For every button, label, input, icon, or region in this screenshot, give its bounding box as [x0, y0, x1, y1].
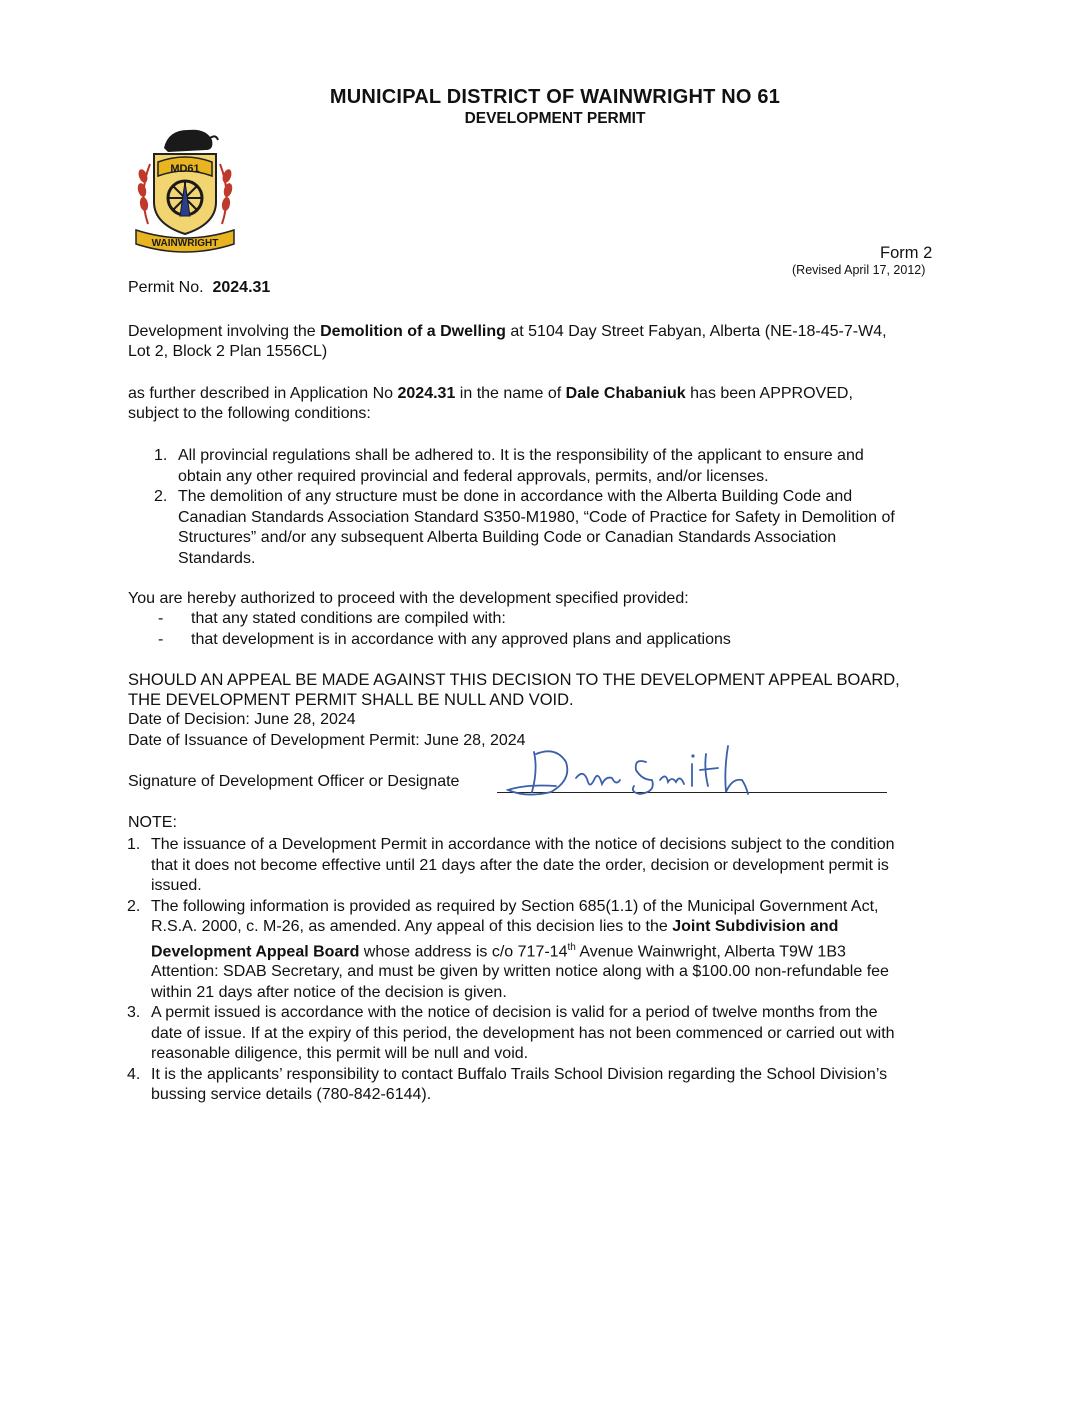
document-subtitle: DEVELOPMENT PERMIT [464, 110, 646, 127]
appeal-board-name: Development Appeal Board [151, 942, 360, 960]
notes-list [127, 835, 895, 1106]
document-title: MUNICIPAL DISTRICT OF WAINWRIGHT NO 61 [329, 86, 781, 108]
application-prefix: as further described in Application No [128, 385, 394, 402]
note-number: 3. [127, 1004, 141, 1022]
authorization-intro: You are hereby authorized to proceed with the development specified provided: [128, 590, 689, 607]
applicant-name: Dale Chabaniuk [565, 385, 686, 402]
note-item [127, 1065, 895, 1106]
authorization-list [158, 609, 731, 650]
crest-bottom-text: WAINWRIGHT [151, 238, 219, 249]
authorization-item-text: that any stated conditions are compiled with: [191, 610, 506, 627]
condition-number: 1. [154, 447, 168, 464]
note-item [127, 1003, 895, 1065]
md-wainwright-crest-logo [128, 124, 242, 258]
development-description-line2: Lot 2, Block 2 Plan 1556CL) [128, 343, 328, 360]
note-text: reasonable diligence, this permit will be null and void. [151, 1045, 529, 1063]
ordinal-suffix: th [567, 941, 576, 953]
note-text-part: R.S.A. 2000, c. M-26, as amended. Any appeal of this decision lies to the [151, 918, 668, 935]
application-status: has been APPROVED, [690, 385, 853, 402]
signature-label: Signature of Development Officer or Designate [128, 773, 460, 790]
note-text: A permit issued is accordance with the notice of decision is valid for a period of twelve months from the [151, 1004, 878, 1022]
application-mid: in the name of [459, 385, 562, 402]
permit-number-label: Permit No. [128, 279, 204, 296]
authorization-item: - that development is in accordance with any approved plans and applications [158, 630, 731, 648]
form-number: Form 2 [880, 244, 933, 262]
condition-item [154, 446, 895, 487]
note-text [151, 917, 895, 938]
note-text: Attention: SDAB Secretary, and must be given by written notice along with a $100.00 non-refundable fee [151, 963, 889, 981]
board-address-rest: Avenue Wainwright, Alberta T9W 1B3 [575, 942, 846, 960]
application-line2: subject to the following conditions: [128, 405, 371, 422]
notes-heading: NOTE: [128, 814, 177, 831]
permit-number: 2024.31 [212, 279, 271, 296]
form-revision-date: (Revised April 17, 2012) [792, 263, 926, 277]
application-number: 2024.31 [397, 385, 456, 402]
development-type: Demolition of a Dwelling [320, 323, 506, 340]
application-line1 [128, 384, 853, 405]
development-location: at 5104 Day Street Fabyan, Alberta (NE-18-45-7-W4, [510, 323, 887, 340]
note-item [127, 897, 895, 1004]
date-of-decision: Date of Decision: June 28, 2024 [128, 711, 356, 728]
note-text: issued. [151, 877, 202, 894]
appeal-board-name: Joint Subdivision and [672, 918, 839, 935]
authorization-item: - that any stated conditions are compiled with: [158, 610, 506, 627]
note-number: 2. [127, 897, 141, 915]
note-text [151, 938, 895, 963]
development-intro: Development involving the [128, 323, 316, 340]
appeal-notice-line2: THE DEVELOPMENT PERMIT SHALL BE NULL AND VOID. [128, 691, 574, 709]
note-text: It is the applicants’ responsibility to contact Buffalo Trails School Division regarding the School Division’s [151, 1065, 888, 1083]
permit-number-line [128, 278, 270, 299]
note-text: within 21 days after notice of the decision is given. [151, 983, 507, 1001]
condition-text: obtain any other required provincial and federal approvals, permits, and/or licenses. [178, 467, 769, 485]
note-text: date of issue. If at the expiry of this period, the development has not been commenced or carried out with [151, 1024, 895, 1042]
date-of-issuance: Date of Issuance of Development Permit: June 28, 2024 [128, 732, 526, 749]
appeal-notice-line1: SHOULD AN APPEAL BE MADE AGAINST THIS DECISION TO THE DEVELOPMENT APPEAL BOARD, [128, 671, 900, 689]
crest-top-text: MD61 [170, 163, 200, 175]
note-text: The following information is provided as required by Section 685(1.1) of the Municipal Government Act, [151, 897, 879, 915]
handwritten-signature [496, 740, 766, 800]
note-number: 1. [127, 836, 141, 853]
conditions-list [154, 446, 895, 569]
condition-number: 2. [154, 488, 168, 505]
authorization-item-text: that development is in accordance with any approved plans and applications [191, 630, 731, 648]
condition-text: Structures” and/or any subsequent Alberta Building Code or Canadian Standards Association [178, 529, 837, 546]
condition-text: All provincial regulations shall be adhered to. It is the responsibility of the applicant to ensure and [178, 447, 864, 464]
note-text: bussing service details (780-842-6144). [151, 1086, 432, 1104]
development-description-line1 [128, 322, 887, 343]
note-text: that it does not become effective until 21 days after the date the order, decision or development permit is [151, 856, 889, 874]
note-text: The issuance of a Development Permit in accordance with the notice of decisions subject to the condition [151, 836, 895, 853]
note-item [127, 835, 895, 897]
condition-text: Standards. [178, 549, 256, 567]
condition-text: Canadian Standards Association Standard S350-M1980, “Code of Practice for Safety in Demolition of [178, 508, 895, 526]
note-number: 4. [127, 1065, 141, 1083]
condition-item [154, 487, 895, 569]
board-address: whose address is c/o 717-14 [363, 942, 568, 960]
condition-text: The demolition of any structure must be done in accordance with the Alberta Building Code and [178, 488, 853, 505]
